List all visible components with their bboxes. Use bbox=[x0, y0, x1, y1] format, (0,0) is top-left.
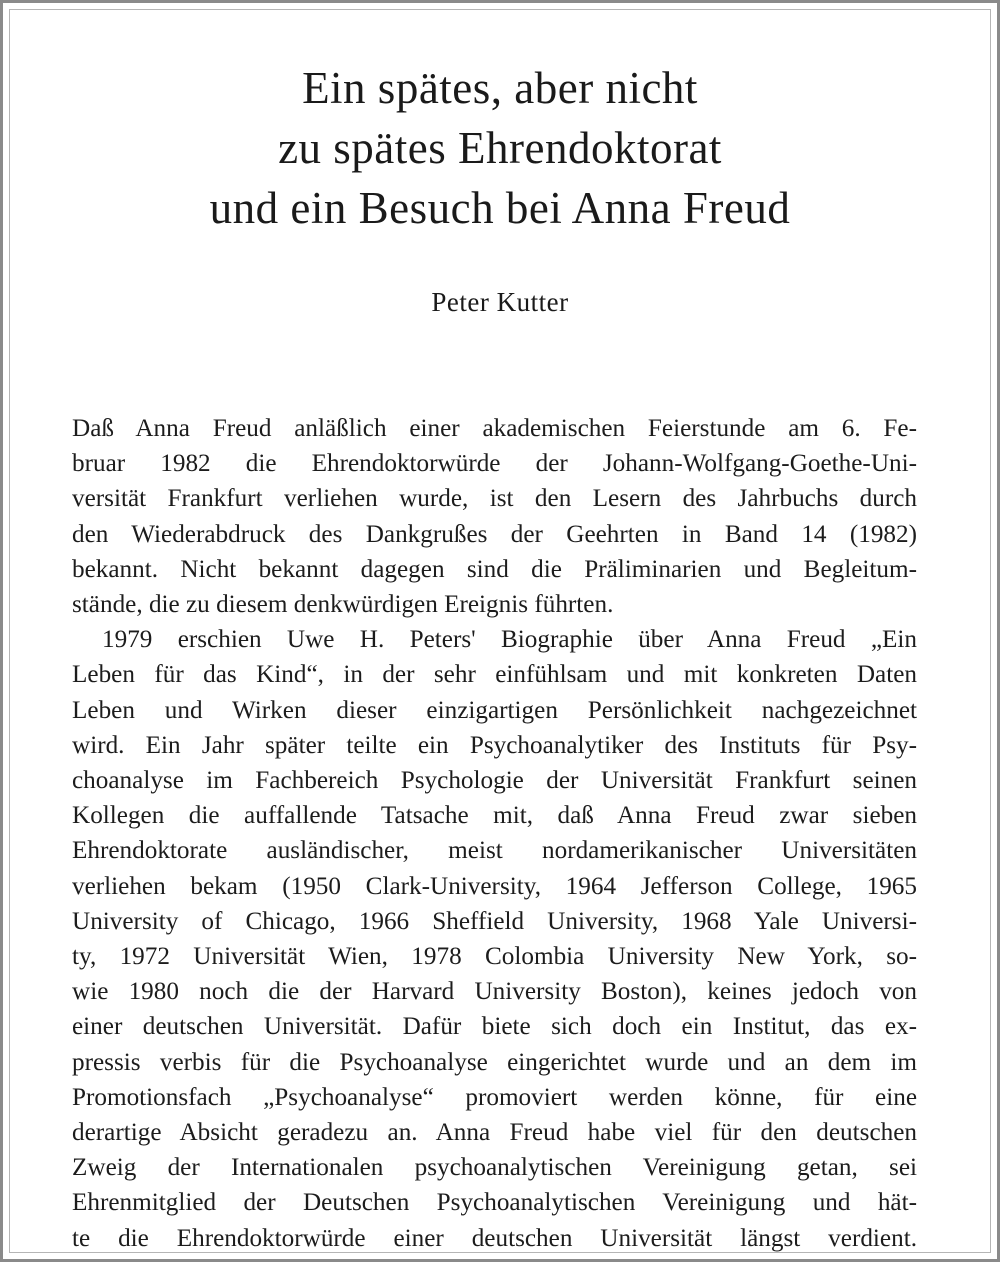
text-line: Leben und Wirken dieser einzigartigen Persönlichkeit nachgezeichnet bbox=[72, 696, 917, 724]
text-line: einer deutschen Universität. Dafür biete sich doch ein Institut, das ex- bbox=[72, 1013, 917, 1041]
text-line: ty, 1972 Universität Wien, 1978 Colombia University New York, so- bbox=[72, 943, 917, 971]
text-line: Zweig der Internationalen psychoanalytischen Vereinigung getan, sei bbox=[72, 1154, 917, 1182]
text-line: Kollegen die auffallende Tatsache mit, daß Anna Freud zwar sieben bbox=[72, 802, 917, 830]
text-line: Daß Anna Freud anläßlich einer akademischen Feierstunde am 6. Fe- bbox=[72, 415, 917, 442]
text-line: derartige Absicht geradezu an. Anna Freud habe viel für den deutschen bbox=[72, 1119, 917, 1147]
text-line: den Wiederabdruck des Dankgrußes der Geehrten in Band 14 (1982) bbox=[72, 520, 917, 548]
text-line: Leben für das Kind“, in der sehr einfühlsam und mit konkreten Daten bbox=[72, 661, 917, 689]
text-line: Promotionsfach „Psychoanalyse“ promoviert werden könne, für eine bbox=[72, 1083, 917, 1111]
text-line: pressis verbis für die Psychoanalyse eingerichtet wurde und an dem im bbox=[72, 1048, 917, 1076]
article-body bbox=[72, 411, 917, 1256]
article-title bbox=[0, 58, 1000, 238]
text-line: Ehrenmitglied der Deutschen Psychoanalytischen Vereinigung und hät- bbox=[72, 1189, 917, 1217]
paragraph-2 bbox=[72, 622, 917, 1256]
text-line: bruar 1982 die Ehrendoktorwürde der Johann-Wolfgang-Goethe-Uni- bbox=[72, 450, 917, 478]
title-line: zu spätes Ehrendoktorat bbox=[278, 123, 722, 173]
text-line: te die Ehrendoktorwürde einer deutschen Universität längst verdient. bbox=[72, 1224, 917, 1252]
text-line: verliehen bekam (1950 Clark-University, 1964 Jefferson College, 1965 bbox=[72, 872, 917, 900]
text-line: versität Frankfurt verliehen wurde, ist den Lesern des Jahrbuchs durch bbox=[72, 485, 917, 513]
text-line: Ehrendoktorate ausländischer, meist nordamerikanischer Universitäten bbox=[72, 837, 917, 865]
text-line: stände, die zu diesem denkwürdigen Ereignis führten. bbox=[72, 591, 614, 619]
text-line: University of Chicago, 1966 Sheffield University, 1968 Yale Universi- bbox=[72, 907, 917, 935]
text-line: choanalyse im Fachbereich Psychologie der Universität Frankfurt seinen bbox=[72, 767, 917, 795]
title-line: und ein Besuch bei Anna Freud bbox=[209, 183, 791, 233]
text-line: wird. Ein Jahr später teilte ein Psychoanalytiker des Instituts für Psy- bbox=[72, 731, 917, 759]
text-line: wie 1980 noch die der Harvard University Boston), keines jedoch von bbox=[72, 978, 917, 1006]
paragraph-1 bbox=[72, 411, 917, 622]
text-line: 1979 erschien Uwe H. Peters' Biographie über Anna Freud „Ein bbox=[102, 626, 917, 654]
title-line: Ein spätes, aber nicht bbox=[302, 63, 698, 113]
article-author: Peter Kutter bbox=[431, 287, 569, 317]
text-line: bekannt. Nicht bekannt dagegen sind die Präliminarien und Begleitum- bbox=[72, 555, 917, 583]
